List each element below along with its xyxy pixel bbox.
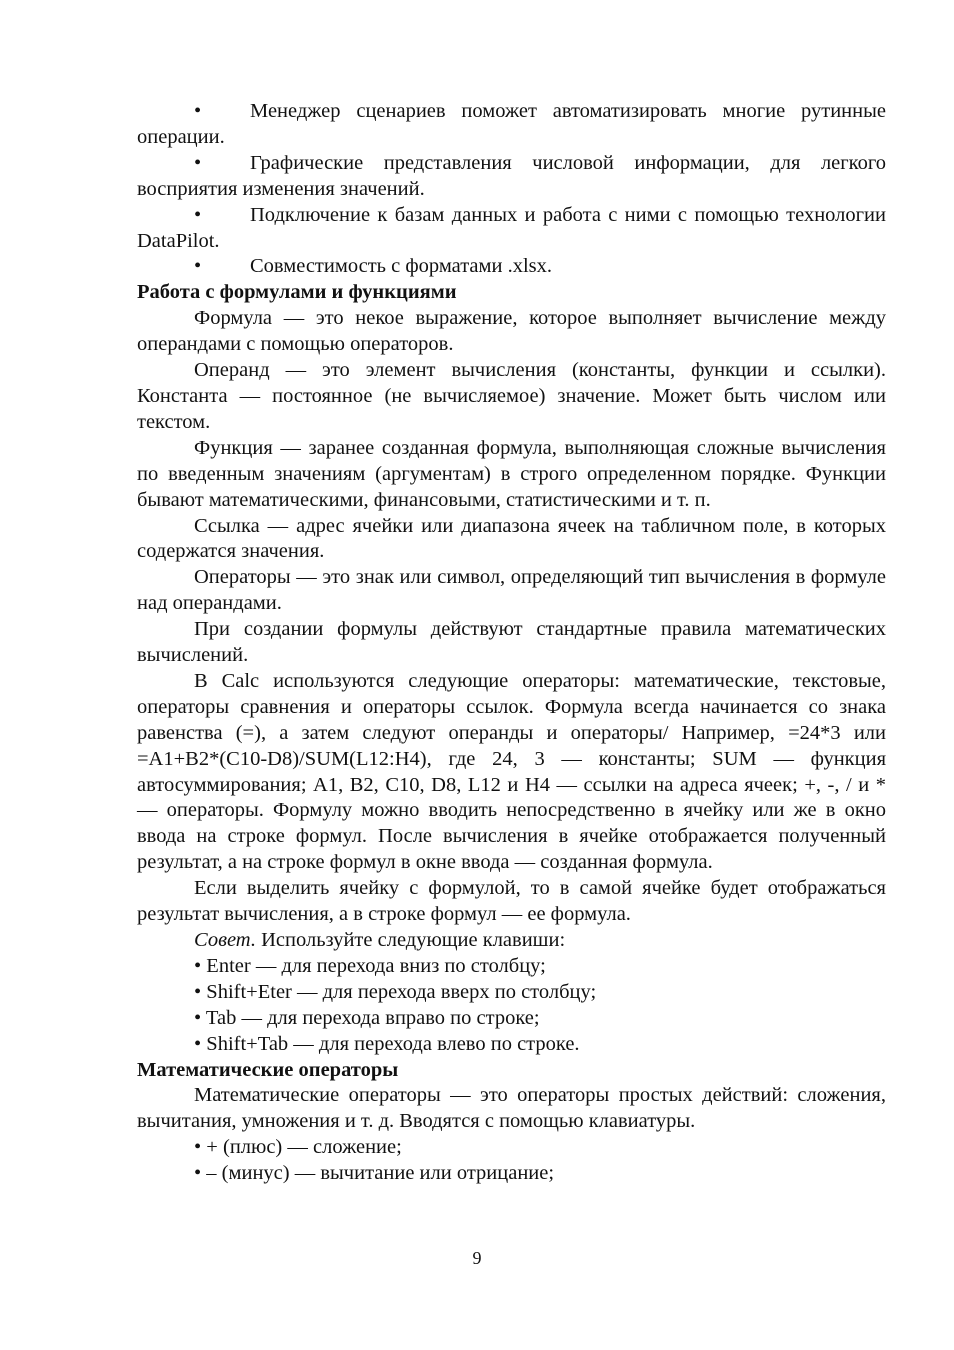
section-heading-math-operators: Математические операторы bbox=[137, 1058, 399, 1081]
section-heading-formulas: Работа с формулами и функциями bbox=[137, 281, 457, 304]
bullet-marker: • bbox=[194, 100, 202, 122]
paragraph-operators: Операторы — это знак или символ, определяющий тип вычисления в формуле над операндами. bbox=[137, 566, 886, 615]
paragraph-select-cell: Если выделить ячейку с формулой, то в самой ячейке будет отображаться результат вычисления, а в строке формул — ее формула. bbox=[137, 877, 886, 926]
list-item: • Shift+Tab — для перехода влево по строке. bbox=[194, 1032, 580, 1055]
paragraph-math-operators: Математические операторы — это операторы простых действий: сложения, вычитания, умножения и т. д. Вводятся с помощью клавиатуры. bbox=[137, 1084, 886, 1133]
keys-list bbox=[137, 954, 886, 1058]
paragraph-rules: При создании формулы действуют стандартные правила математических вычислений. bbox=[137, 618, 886, 667]
page-number: 9 bbox=[472, 1248, 482, 1268]
list-item bbox=[137, 254, 886, 280]
list-item: • + (плюс) — сложение; bbox=[194, 1136, 402, 1159]
list-item: • – (минус) — вычитание или отрицание; bbox=[194, 1162, 555, 1185]
feature-bullet-list bbox=[137, 99, 886, 280]
tip-line bbox=[137, 928, 886, 954]
tip-label: Совет. bbox=[194, 929, 256, 951]
list-item bbox=[137, 203, 886, 255]
paragraph-function: Функция — заранее созданная формула, выполняющая сложные вычисления по введенным значениям (аргументам) в строго определенном порядке. Функции бывают математическими, финансовыми, статистическими и т. п. bbox=[137, 436, 886, 511]
paragraph-operand: Операнд — это элемент вычисления (константы, функции и ссылки). Константа — постоянное (не вычисляемое) значение. Может быть числом или текстом. bbox=[137, 359, 886, 433]
list-item bbox=[137, 99, 886, 151]
bullet-text: Менеджер сценариев поможет автоматизировать многие рутинные операции. bbox=[137, 100, 886, 148]
document-page bbox=[137, 99, 886, 1187]
list-item: • Shift+Eter — для перехода вверх по столбцу; bbox=[194, 980, 597, 1003]
paragraph-calc-operators: В Calc используются следующие операторы: математические, текстовые, операторы сравнения и операторы ссылок. Формула всегда начинается со знака равенства (=), а затем следуют операнды и операторы/ Например, =24*3 или =A1+B2*(C10-D8)/SUM(L12:H4), где 24, 3 — константы; SUM — функция автосуммирования; A1, B2, C10, D8, L12 и H4 — ссылки на адреса ячеек; +, -, / и * — операторы. Формулу можно вводить непосредственно в ячейку или же в окно ввода на строке формул. После вычисления в ячейке отображается полученный результат, а на строке формул в окне ввода — созданная формула. bbox=[137, 669, 886, 874]
bullet-text: Подключение к базам данных и работа с ними с помощью технологии DataPilot. bbox=[137, 203, 886, 252]
bullet-text: Графические представления числовой информации, для легкого восприятия изменения значений. bbox=[137, 151, 886, 200]
list-item: • Tab — для перехода вправо по строке; bbox=[194, 1006, 540, 1029]
math-operators-list bbox=[137, 1135, 886, 1187]
bullet-marker: • bbox=[194, 255, 202, 278]
bullet-marker: • bbox=[194, 151, 202, 174]
bullet-marker: • bbox=[194, 203, 202, 226]
paragraph-formula: Формула — это некое выражение, которое выполняет вычисление между операндами с помощью операторов. bbox=[137, 307, 886, 356]
tip-text: Используйте следующие клавиши: bbox=[255, 929, 566, 951]
list-item: • Enter — для перехода вниз по столбцу; bbox=[194, 954, 546, 977]
bullet-text: Совместимость с форматами .xlsx. bbox=[250, 255, 553, 278]
paragraph-reference: Ссылка — адрес ячейки или диапазона ячеек на табличном поле, в которых содержатся значения. bbox=[137, 514, 886, 563]
list-item bbox=[137, 151, 886, 203]
